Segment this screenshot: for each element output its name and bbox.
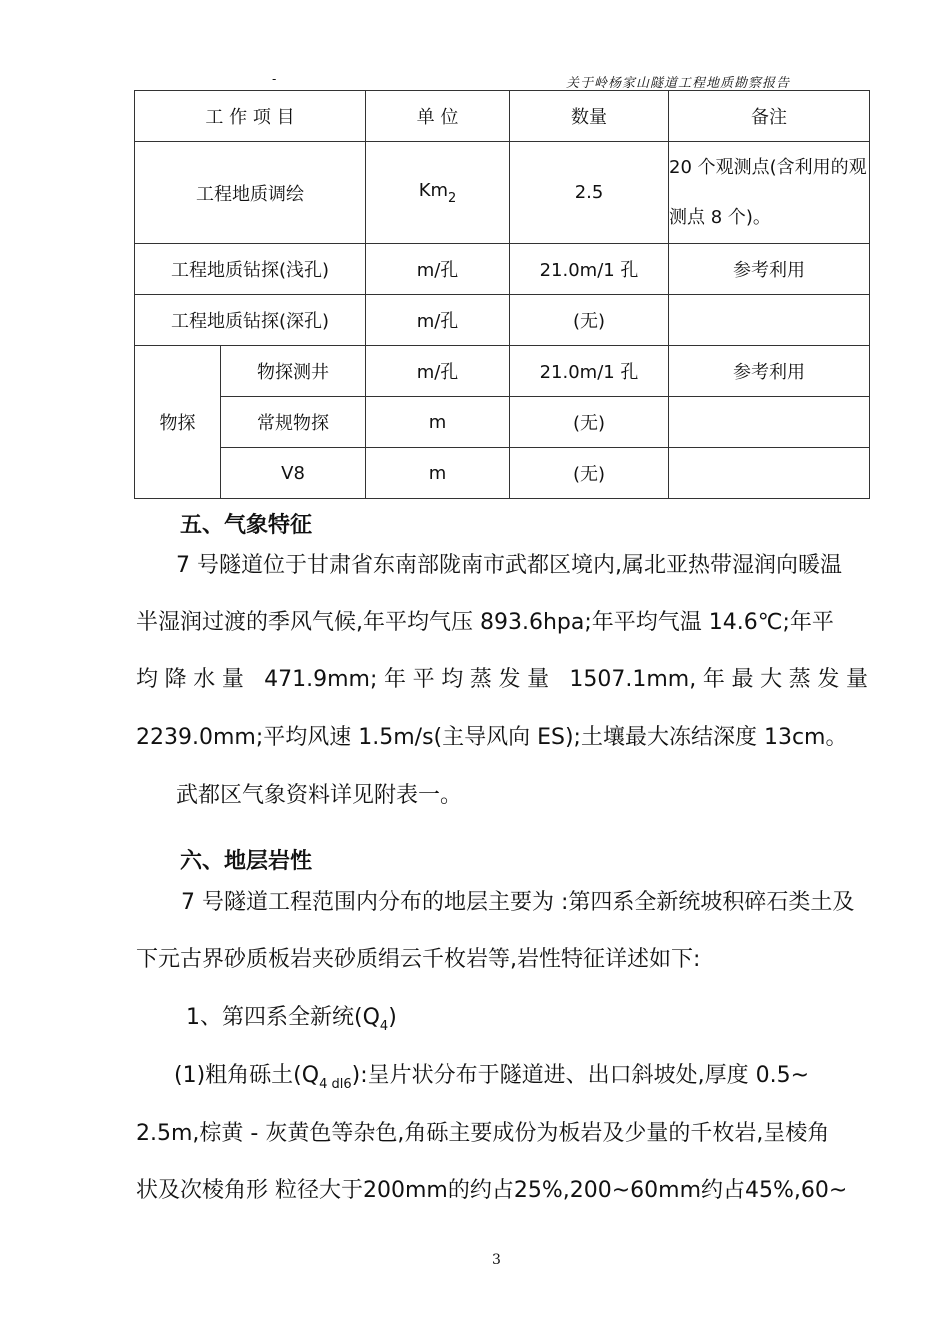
paragraph-line: 7 号隧道工程范围内分布的地层主要为 :第四系全新统坡积碎石类土及	[181, 890, 855, 915]
table-row	[135, 397, 870, 448]
cell-remark: 20 个观测点(含利用的观测点 8 个)。	[669, 142, 870, 244]
subsection-title	[136, 989, 868, 1056]
paragraph-line: 武都区气象资料详见附表一。	[176, 783, 463, 808]
table-row	[135, 295, 870, 346]
page-header-title: 关于岭杨家山隧道工程地质勘察报告	[566, 76, 791, 91]
cell-qty: 21.0m/1 孔	[510, 346, 669, 397]
table-header-row	[135, 91, 870, 142]
work-table	[134, 90, 870, 499]
subsection-title-end: )	[388, 1005, 397, 1030]
cell-qty: 21.0m/1 孔	[510, 244, 669, 295]
unit-sub: 2	[448, 190, 457, 206]
subsection-title-text: 1、第四系全新统(Q	[186, 1005, 380, 1030]
cell-remark: 参考利用	[669, 346, 870, 397]
cell-remark	[669, 397, 870, 448]
cell-item: 工程地质钻探(深孔)	[135, 295, 366, 346]
cell-item: V8	[221, 448, 366, 499]
cell-qty: (无)	[510, 295, 669, 346]
table-row	[135, 448, 870, 499]
cell-unit: m	[366, 448, 510, 499]
subscript: 4	[379, 1019, 389, 1034]
paragraph-text: ):呈片状分布于隧道进、出口斜坡处,厚度 0.5~	[351, 1063, 810, 1088]
col-header-unit: 单 位	[366, 91, 510, 142]
cell-item: 工程地质钻探(浅孔)	[135, 244, 366, 295]
paragraph-line: 均降水量 471.9mm;年平均蒸发量 1507.1mm,年最大蒸发量	[136, 667, 868, 692]
table-row	[135, 244, 870, 295]
cell-unit: m/孔	[366, 295, 510, 346]
paragraph-line: 2.5m,棕黄 - 灰黄色等杂色,角砾主要成份为板岩及少量的千枚岩,呈棱角	[136, 1121, 830, 1146]
paragraph-line: 状及次棱角形 粒径大于200mm的约占25%,200~60mm约占45%,60~	[136, 1178, 848, 1203]
paragraph-text: (1)粗角砾土(Q	[174, 1063, 320, 1088]
cell-remark	[669, 295, 870, 346]
cell-qty: (无)	[510, 448, 669, 499]
cell-qty: (无)	[510, 397, 669, 448]
cell-item: 常规物探	[221, 397, 366, 448]
paragraph-line: 7 号隧道位于甘肃省东南部陇南市武都区境内,属北亚热带湿润向暖温	[176, 553, 842, 578]
cell-remark	[669, 448, 870, 499]
cell-remark: 参考利用	[669, 244, 870, 295]
cell-item: 工程地质调绘	[135, 142, 366, 244]
col-header-qty: 数量	[510, 91, 669, 142]
section-heading-strata: 六、地层岩性	[180, 849, 313, 874]
section-heading-climate: 五、气象特征	[180, 513, 313, 538]
subscript: 4 dl6	[319, 1077, 352, 1092]
paragraph-line	[136, 1047, 868, 1114]
unit-base: Km	[418, 179, 449, 201]
table-row	[135, 346, 870, 397]
paragraph-line: 下元古界砂质板岩夹砂质绢云千枚岩等,岩性特征详述如下:	[136, 947, 701, 972]
col-header-remark: 备注	[669, 91, 870, 142]
cell-unit: m	[366, 397, 510, 448]
paragraph-line: 半湿润过渡的季风气候,年平均气压 893.6hpa;年平均气温 14.6℃;年平	[136, 610, 834, 635]
col-header-item: 工 作 项 目	[135, 91, 366, 142]
cell-unit	[366, 142, 510, 244]
cell-unit: m/孔	[366, 244, 510, 295]
paragraph-line: 2239.0mm;平均风速 1.5m/s(主导风向 ES);土壤最大冻结深度 13cm。	[136, 725, 848, 750]
cell-qty: 2.5	[510, 142, 669, 244]
cell-item: 物探测井	[221, 346, 366, 397]
page-header-dash: -	[272, 72, 277, 86]
page-number: 3	[492, 1252, 501, 1268]
table-row	[135, 142, 870, 244]
cell-group-geophysics: 物探	[135, 346, 221, 499]
cell-unit: m/孔	[366, 346, 510, 397]
